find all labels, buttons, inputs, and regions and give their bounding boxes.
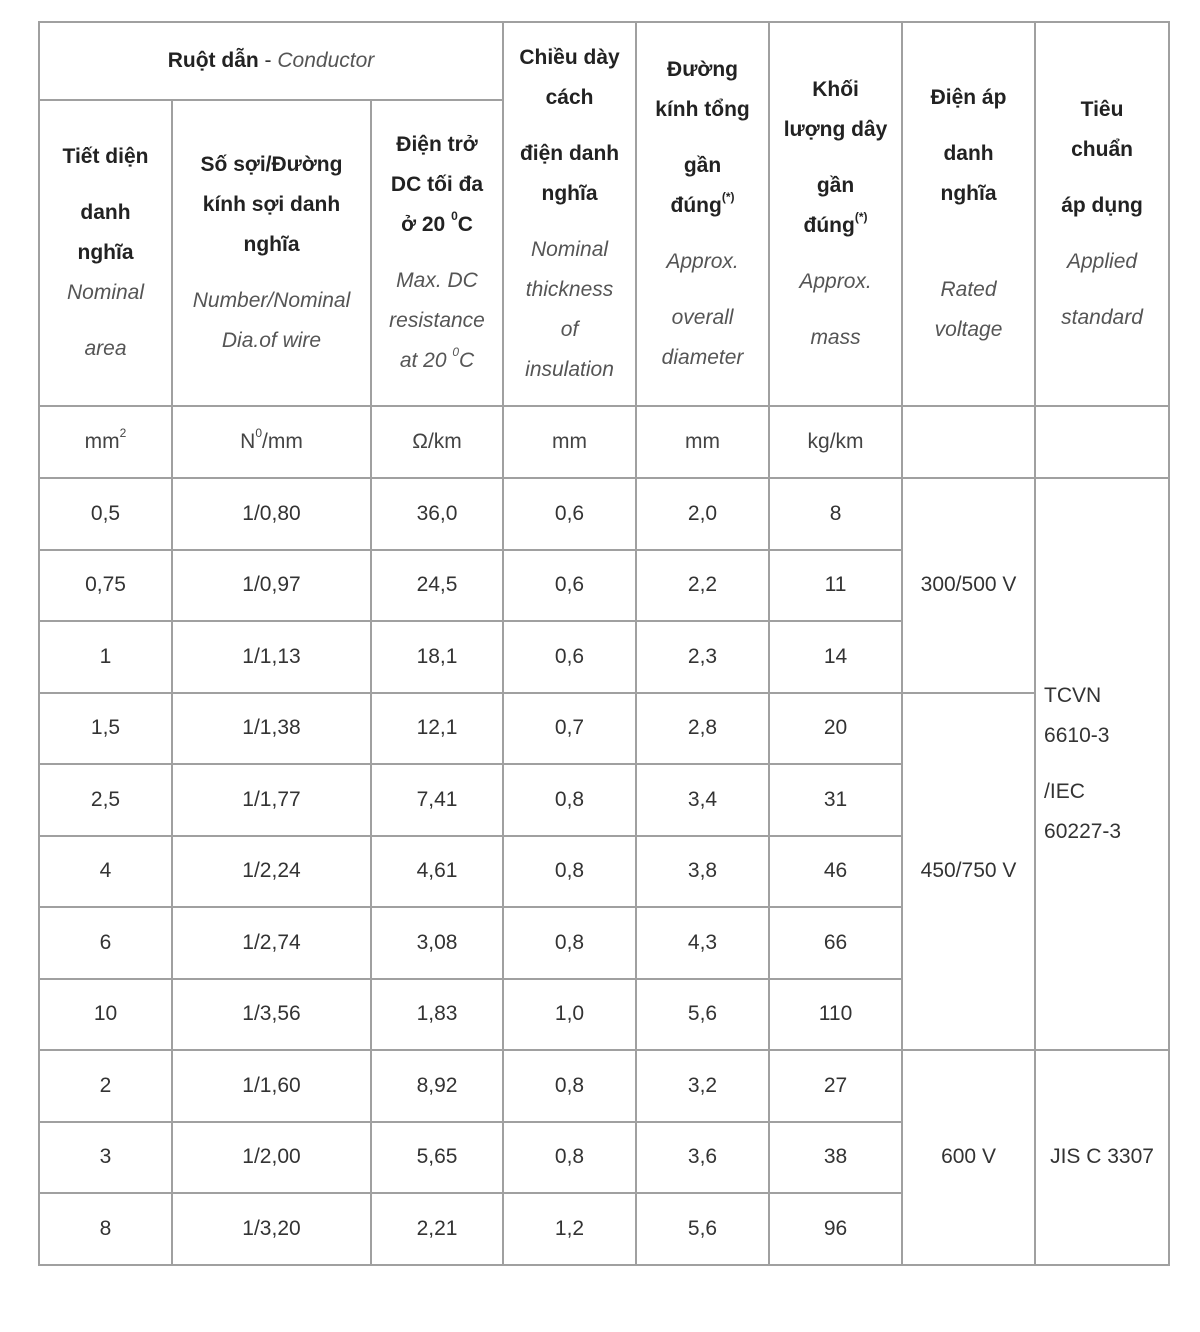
cell-mass: 110 [769, 979, 902, 1051]
cell-area: 2 [39, 1050, 172, 1122]
cell-voltage-group: 300/500 V [902, 478, 1035, 693]
cell-area: 3 [39, 1122, 172, 1194]
cell-area: 2,5 [39, 764, 172, 836]
header-vi-line: nghĩa [940, 182, 997, 205]
unit-cell [39, 406, 172, 478]
cell-diameter: 5,6 [636, 1193, 769, 1265]
cell-diameter: 3,6 [636, 1122, 769, 1194]
unit-cell: kg/km [769, 406, 902, 478]
conductor-sep: - [258, 49, 278, 72]
cell-wire: 1/2,24 [172, 836, 371, 908]
standard-line: /IEC [1044, 780, 1085, 803]
cell-resistance: 24,5 [371, 550, 503, 622]
header-vi-line: nghĩa [243, 233, 300, 256]
cell-wire: 1/2,74 [172, 907, 371, 979]
cell-wire: 1/1,60 [172, 1050, 371, 1122]
header-row-group [39, 22, 1169, 100]
cell-wire: 1/1,38 [172, 693, 371, 765]
header-vi-line: danh [80, 201, 131, 224]
cell-voltage-group: 600 V [902, 1050, 1035, 1265]
header-vi-line: ở 20 [401, 213, 452, 236]
cell-insulation: 0,7 [503, 693, 636, 765]
header-en-line: Nominal [66, 281, 145, 304]
header-max-dc-resistance [371, 100, 503, 406]
header-en-line: Number/Nominal [192, 289, 351, 312]
cell-mass: 96 [769, 1193, 902, 1265]
cell-wire: 1/3,20 [172, 1193, 371, 1265]
header-vi-line: Tiêu [1080, 98, 1124, 121]
cell-insulation: 1,2 [503, 1193, 636, 1265]
cell-mass: 38 [769, 1122, 902, 1194]
header-rated-voltage [902, 22, 1035, 406]
cell-resistance: 12,1 [371, 693, 503, 765]
header-en-line: Nominal [531, 238, 609, 261]
cell-insulation: 0,6 [503, 621, 636, 693]
cell-resistance: 8,92 [371, 1050, 503, 1122]
cell-mass: 31 [769, 764, 902, 836]
unit-cell: Ω/km [371, 406, 503, 478]
header-wire-number-diameter [172, 100, 371, 406]
cell-insulation: 1,0 [503, 979, 636, 1051]
cell-resistance: 3,08 [371, 907, 503, 979]
cell-insulation: 0,8 [503, 836, 636, 908]
header-approx-mass [769, 22, 902, 406]
cell-insulation: 0,8 [503, 764, 636, 836]
header-vi-line: Chiều dày [519, 46, 620, 69]
header-vi-line: đúng [803, 214, 855, 237]
cell-area: 8 [39, 1193, 172, 1265]
header-en-line: resistance [389, 309, 485, 332]
header-vi-line: Tiết diện [62, 145, 149, 168]
cell-diameter: 2,8 [636, 693, 769, 765]
header-vi-line: gần [683, 154, 722, 177]
cell-mass: 8 [769, 478, 902, 550]
header-vi-line: cách [545, 86, 594, 109]
cell-area: 1,5 [39, 693, 172, 765]
header-en-line: mass [810, 326, 861, 349]
header-vi-line: DC tối đa [390, 173, 484, 196]
unit-cell: mm [636, 406, 769, 478]
header-en-line: standard [1061, 306, 1143, 329]
header-en-line: Applied [1067, 250, 1138, 273]
cell-wire: 1/1,13 [172, 621, 371, 693]
unit-sup: 0 [255, 426, 263, 440]
header-en-line: voltage [934, 318, 1003, 341]
cell-mass: 46 [769, 836, 902, 908]
cell-area: 1 [39, 621, 172, 693]
table-row [39, 693, 1169, 765]
unit-text: N [240, 430, 256, 453]
cable-spec-table [38, 21, 1170, 1266]
table-row [39, 478, 1169, 550]
header-en-line: Approx. [666, 250, 739, 273]
header-en-line: insulation [525, 358, 614, 381]
header-vi-suffix: C [457, 213, 473, 236]
cell-insulation: 0,6 [503, 550, 636, 622]
cell-insulation: 0,8 [503, 1050, 636, 1122]
header-en-line: Rated [940, 278, 997, 301]
conductor-group-header [39, 22, 503, 100]
unit-cell: mm [503, 406, 636, 478]
header-en-line: area [84, 337, 127, 360]
cell-area: 6 [39, 907, 172, 979]
cell-diameter: 2,2 [636, 550, 769, 622]
header-overall-diameter [636, 22, 769, 406]
header-en-line: at 20 [399, 349, 453, 372]
cell-voltage-group: 450/750 V [902, 693, 1035, 1051]
cell-diameter: 5,6 [636, 979, 769, 1051]
cell-diameter: 4,3 [636, 907, 769, 979]
cell-insulation: 0,6 [503, 478, 636, 550]
table-row [39, 1050, 1169, 1122]
header-en-line: Max. DC [396, 269, 478, 292]
header-nominal-area [39, 100, 172, 406]
header-vi-line: Đường [667, 58, 739, 81]
cell-diameter: 3,8 [636, 836, 769, 908]
cell-diameter: 2,3 [636, 621, 769, 693]
cell-mass: 14 [769, 621, 902, 693]
header-en-line: overall [671, 306, 734, 329]
header-en-suffix: C [459, 349, 475, 372]
cell-diameter: 3,4 [636, 764, 769, 836]
header-vi-line: Số sợi/Đường [200, 153, 343, 176]
header-vi-line: Điện áp [930, 86, 1007, 109]
cell-mass: 11 [769, 550, 902, 622]
cell-wire: 1/1,77 [172, 764, 371, 836]
standard-line: 6610-3 [1044, 724, 1110, 747]
footnote-marker: (*) [721, 190, 735, 204]
units-row [39, 406, 1169, 478]
header-vi-line: điện danh [519, 142, 620, 165]
cell-mass: 66 [769, 907, 902, 979]
unit-cell [902, 406, 1035, 478]
cell-area: 0,75 [39, 550, 172, 622]
cell-mass: 20 [769, 693, 902, 765]
header-vi-line: kính tổng [655, 98, 750, 121]
header-vi-line: Khối [812, 78, 859, 101]
standard-line: 60227-3 [1044, 820, 1122, 843]
header-vi-line: danh [943, 142, 994, 165]
header-vi-line: nghĩa [541, 182, 598, 205]
cell-area: 10 [39, 979, 172, 1051]
cell-resistance: 1,83 [371, 979, 503, 1051]
header-vi-line: nghĩa [77, 241, 134, 264]
header-vi-line: kính sợi danh [202, 193, 341, 216]
degree-sup: 0 [451, 209, 458, 223]
header-applied-standard [1035, 22, 1169, 406]
unit-text: mm [84, 430, 120, 453]
conductor-en: Conductor [277, 49, 375, 72]
degree-sup: 0 [452, 345, 460, 359]
header-en-line: Dia.of wire [221, 329, 322, 352]
cell-mass: 27 [769, 1050, 902, 1122]
cell-resistance: 2,21 [371, 1193, 503, 1265]
cell-diameter: 3,2 [636, 1050, 769, 1122]
footnote-marker: (*) [854, 210, 868, 224]
cell-resistance: 4,61 [371, 836, 503, 908]
header-vi-line: Điện trở [396, 133, 478, 156]
cell-wire: 1/2,00 [172, 1122, 371, 1194]
cell-wire: 1/0,80 [172, 478, 371, 550]
cell-resistance: 18,1 [371, 621, 503, 693]
header-vi-line: gần [816, 174, 855, 197]
cell-standard-group: JIS C 3307 [1035, 1050, 1169, 1265]
header-en-line: thickness [525, 278, 614, 301]
unit-suffix: /mm [262, 430, 303, 453]
header-vi-line: áp dụng [1061, 194, 1143, 217]
header-vi-line: lượng dây [783, 118, 888, 141]
cell-standard-group [1035, 478, 1169, 1050]
unit-sup: 2 [119, 426, 127, 440]
cell-diameter: 2,0 [636, 478, 769, 550]
cell-area: 0,5 [39, 478, 172, 550]
cell-area: 4 [39, 836, 172, 908]
cell-resistance: 5,65 [371, 1122, 503, 1194]
header-vi-line: đúng [670, 194, 722, 217]
header-en-line: Approx. [799, 270, 872, 293]
standard-line: TCVN [1044, 684, 1102, 707]
cell-resistance: 7,41 [371, 764, 503, 836]
unit-cell [172, 406, 371, 478]
cell-insulation: 0,8 [503, 907, 636, 979]
cell-wire: 1/3,56 [172, 979, 371, 1051]
header-vi-line: chuẩn [1071, 138, 1133, 161]
header-insulation-thickness [503, 22, 636, 406]
unit-cell [1035, 406, 1169, 478]
cell-insulation: 0,8 [503, 1122, 636, 1194]
header-en-line: of [560, 318, 579, 341]
conductor-vi: Ruột dẫn [167, 49, 259, 72]
cell-wire: 1/0,97 [172, 550, 371, 622]
cell-resistance: 36,0 [371, 478, 503, 550]
header-en-line: diameter [661, 346, 744, 369]
